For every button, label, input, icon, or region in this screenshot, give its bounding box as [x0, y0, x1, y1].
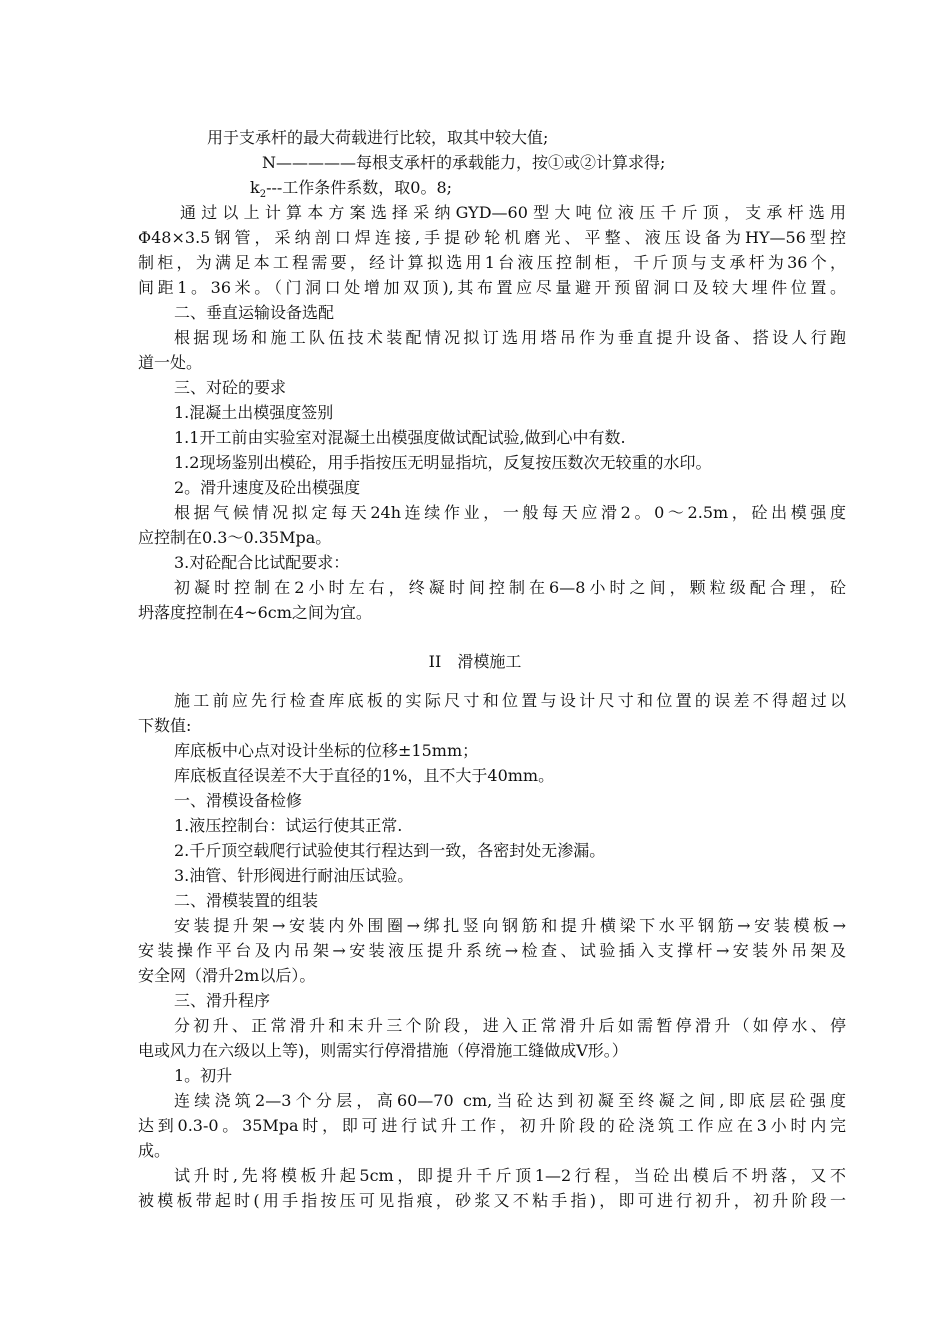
subscript-2: 2: [259, 189, 267, 200]
text-line: 3.对砼配合比试配要求：: [174, 553, 350, 572]
text-line: 1.混凝土出模强度签别: [174, 403, 334, 422]
text-line: 通过以上计算本方案选择采纳GYD—60型大吨位液压千斤顶，支承杆选用: [180, 203, 846, 222]
text-line: 1.液压控制台：试运行使其正常.: [174, 816, 403, 835]
text-line: 电或风力在六级以上等)，则需实行停滑措施（停滑施工缝做成V形。）: [138, 1041, 628, 1060]
text-line: 制柜，为满足本工程需要，经计算拟选用1台液压控制柜，千斤顶与支承杆为36个，: [138, 253, 846, 272]
text-line: 2.千斤顶空载爬行试验使其行程达到一致，各密封处无渗漏。: [174, 841, 606, 860]
text-line: 初凝时控制在2小时左右，终凝时间控制在6—8小时之间，颗粒级配合理，砼: [174, 578, 846, 597]
text-line: 间距1。36米。（门洞口处增加双顶),其布置应尽量避开预留洞口及较大埋件位置。: [138, 278, 846, 297]
text-line: 安装操作平台及内吊架→安装液压提升系统→检查、试验插入支撑杆→安装外吊架及: [138, 941, 846, 960]
text-line: N—————每根支承杆的承载能力，按①或②计算求得;: [262, 153, 666, 172]
section-heading: 一、滑模设备检修: [174, 791, 303, 810]
text-line: 试升时,先将模板升起5cm，即提升千斤顶1—2行程，当砼出模后不坍落，又不: [174, 1166, 846, 1185]
section-heading: 三、滑升程序: [174, 991, 271, 1010]
text-line: 施工前应先行检查库底板的实际尺寸和位置与设计尺寸和位置的误差不得超过以: [174, 691, 846, 710]
text-line: Φ48×3.5钢管，采纳剖口焊连接,手提砂轮机磨光、平整、液压设备为HY—56型控: [138, 228, 846, 247]
section-heading: 二、滑模装置的组装: [174, 891, 319, 910]
symbol-k: k: [250, 178, 260, 197]
section-heading: 三、对砼的要求: [174, 378, 287, 397]
text-line: 安装提升架→安装内外围圈→绑扎竖向钢筋和提升横梁下水平钢筋→安装模板→: [174, 916, 846, 935]
text-line: 1.1开工前由实验室对混凝土出模强度做试配试验,做到心中有数.: [174, 428, 626, 447]
text-line: 用于支承杆的最大荷载进行比较，取其中较大值;: [207, 128, 549, 147]
text-line: 应控制在0.3～0.35Mpa。: [138, 528, 332, 547]
text-line: 2。滑升速度及砼出模强度: [174, 478, 361, 497]
text-line: 成。: [138, 1141, 171, 1160]
text-line: 被模板带起时(用手指按压可见指痕，砂浆又不粘手指)，即可进行初升，初升阶段一: [138, 1191, 846, 1210]
text-line: [250, 177, 452, 202]
text-line: 连续浇筑2—3个分层，高60—70 cm,当砼达到初凝至终凝之间,即底层砼强度: [174, 1091, 846, 1110]
text-line: 达到0.3-0。35Mpa时，即可进行试升工作，初升阶段的砼浇筑工作应在3小时内完: [138, 1116, 846, 1135]
section-heading: 二、垂直运输设备选配: [174, 303, 335, 322]
text-line: 坍落度控制在4~6cm之间为宜。: [138, 603, 372, 622]
text-line: 3.油管、针形阀进行耐油压试验。: [174, 866, 414, 885]
text-line: 根据现场和施工队伍技术装配情况拟订选用塔吊作为垂直提升设备、搭设人行跑: [174, 328, 846, 347]
chapter-title: II 滑模施工: [428, 652, 522, 671]
text-fragment: ---工作条件系数，取0。8;: [266, 178, 453, 197]
text-line: 库底板直径误差不大于直径的1%，且不大于40mm。: [174, 766, 555, 785]
text-line: 道一处。: [138, 353, 203, 372]
text-line: 库底板中心点对设计坐标的位移±15mm；: [174, 741, 479, 760]
text-line: 1.2现场鉴别出模砼，用手指按压无明显指坑，反复按压数次无较重的水印。: [174, 453, 712, 472]
text-line: 下数值:: [138, 716, 192, 735]
text-line: 1。初升: [174, 1066, 233, 1085]
text-line: 安全网（滑升2m以后）。: [138, 966, 316, 985]
text-line: 分初升、正常滑升和末升三个阶段，进入正常滑升后如需暂停滑升（如停水、停: [174, 1016, 846, 1035]
text-line: 根据气候情况拟定每天24h连续作业，一般每天应滑2。0～2.5m，砼出模强度: [174, 503, 846, 522]
